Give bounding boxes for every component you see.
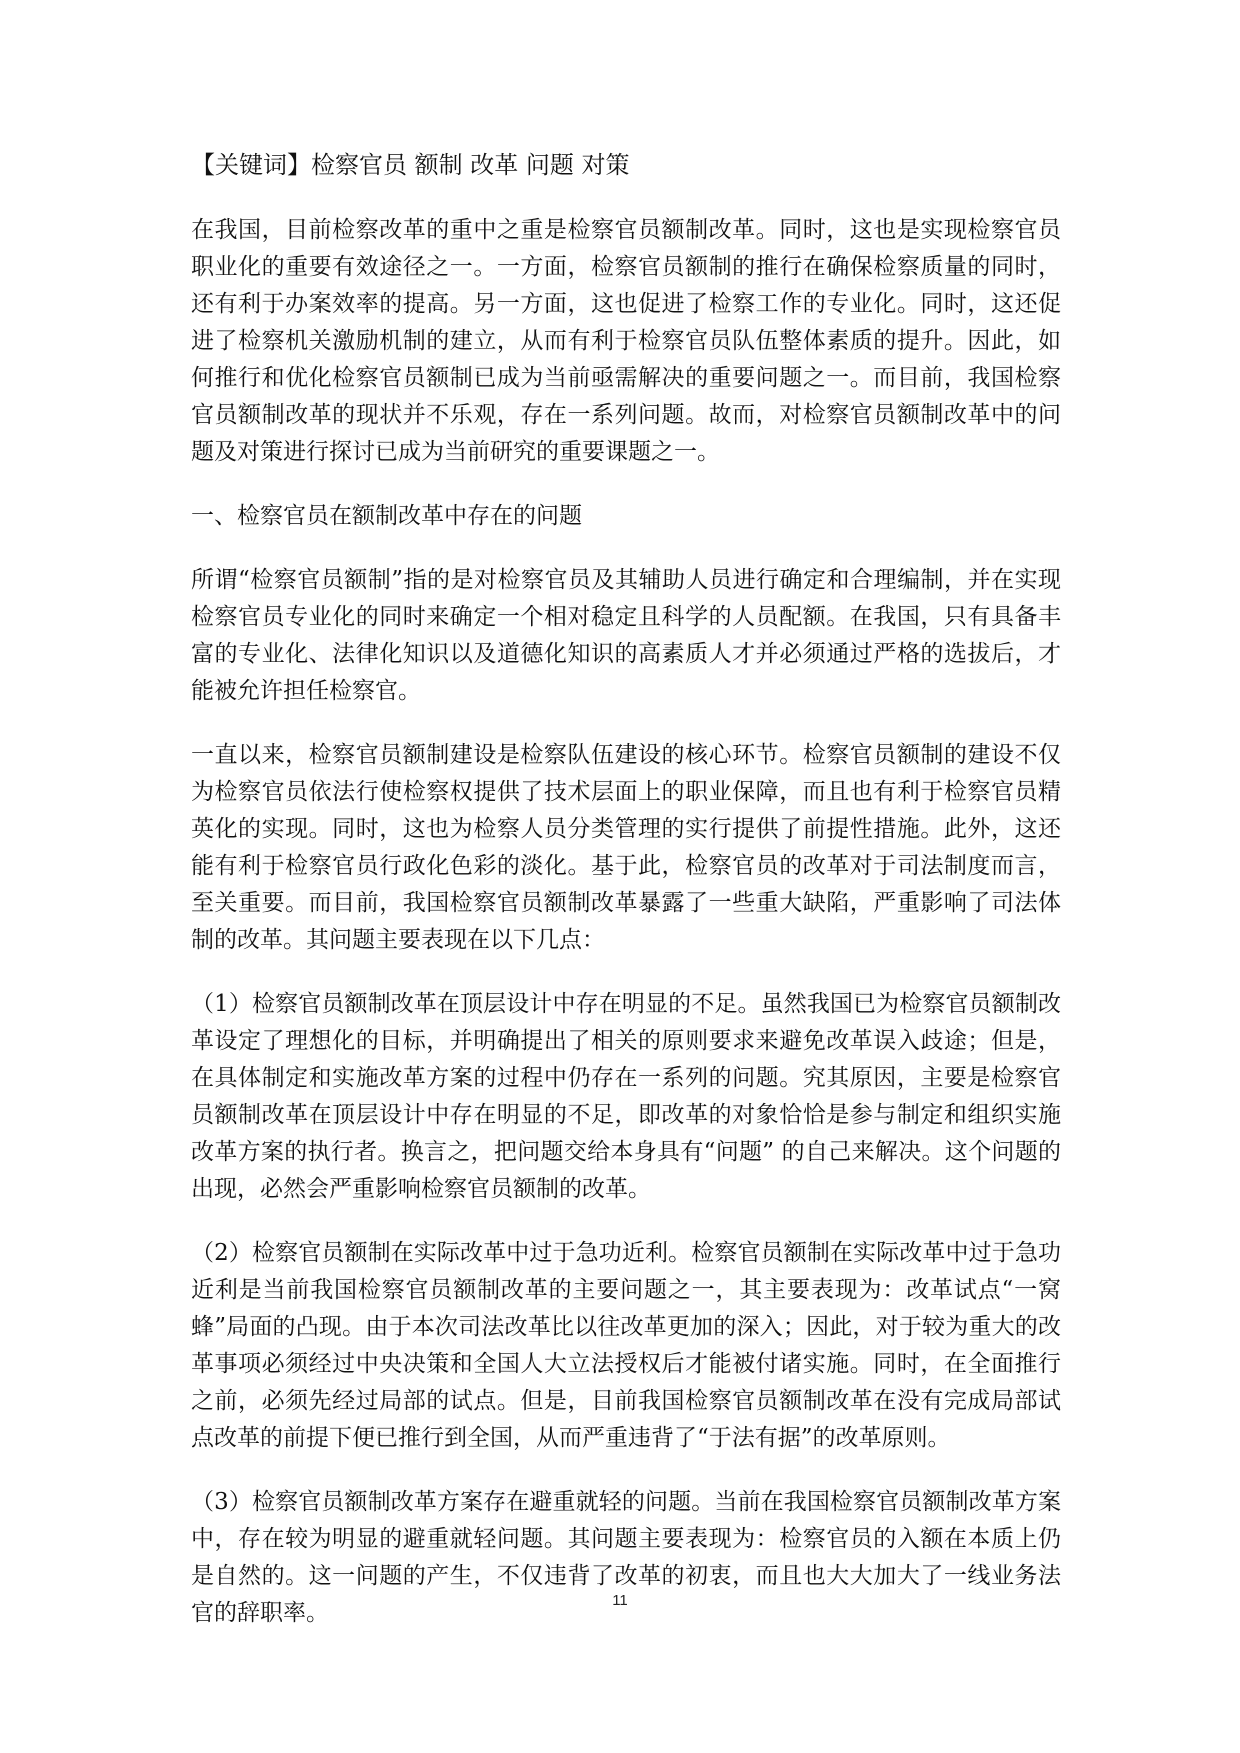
section-heading: 一、检察官员在额制改革中存在的问题 [191, 503, 582, 529]
problem-3-paragraph: （3）检察官员额制改革方案存在避重就轻的问题。当前在我国检察官员额制改革方案中，存在较为明显的避重就轻问题。其问题主要表现为：检察官员的入额在本质上仍是自然的。这一问题的产生，不仅违背了改革的初衷，而且也大大加大了一线业务法官的辞职率。 [191, 1489, 1061, 1626]
problem-1-paragraph: （1）检察官员额制改革在顶层设计中存在明显的不足。虽然我国已为检察官员额制改革设定了理想化的目标，并明确提出了相关的原则要求来避免改革误入歧途；但是，在具体制定和实施改革方案的过程中仍存在一系列的问题。究其原因，主要是检察官员额制改革在顶层设计中存在明显的不足，即改革的对象恰恰是参与制定和组织实施改革方案的执行者。换言之，把问题交给本身具有“问题” 的自己来解决。这个问题的出现，必然会严重影响检察官员额制的改革。 [191, 991, 1061, 1202]
intro-paragraph: 在我国，目前检察改革的重中之重是检察官员额制改革。同时，这也是实现检察官员职业化的重要有效途径之一。一方面，检察官员额制的推行在确保检察质量的同时，还有利于办案效率的提高。另一方面，这也促进了检察工作的专业化。同时，这还促进了检察机关激励机制的建立，从而有利于检察官员队伍整体素质的提升。因此，如何推行和优化检察官员额制已成为当前亟需解决的重要问题之一。而目前，我国检察官员额制改革的现状并不乐观，存在一系列问题。故而，对检察官员额制改革中的问题及对策进行探讨已成为当前研究的重要课题之一。 [191, 217, 1061, 465]
problem-2-paragraph: （2）检察官员额制在实际改革中过于急功近利。检察官员额制在实际改革中过于急功近利是当前我国检察官员额制改革的主要问题之一，其主要表现为：改革试点“一窝蜂”局面的凸现。由于本次司法改革比以往改革更加的深入；因此，对于较为重大的改革事项必须经过中央决策和全国人大立法授权后才能被付诸实施。同时，在全面推行之前，必须先经过局部的试点。但是，目前我国检察官员额制改革在没有完成局部试点改革的前提下便已推行到全国，从而严重违背了“于法有据”的改革原则。 [191, 1240, 1061, 1451]
page-number: 11 [612, 1592, 628, 1609]
document-page [191, 146, 1061, 1659]
keywords-line: 【关键词】检察官员 额制 改革 问题 对策 [191, 151, 630, 179]
background-paragraph: 一直以来，检察官员额制建设是检察队伍建设的核心环节。检察官员额制的建设不仅为检察官员依法行使检察权提供了技术层面上的职业保障，而且也有利于检察官员精英化的实现。同时，这也为检察人员分类管理的实行提供了前提性措施。此外，这还能有利于检察官员行政化色彩的淡化。基于此，检察官员的改革对于司法制度而言，至关重要。而目前，我国检察官员额制改革暴露了一些重大缺陷，严重影响了司法体制的改革。其问题主要表现在以下几点： [191, 742, 1061, 953]
definition-paragraph: 所谓“检察官员额制”指的是对检察官员及其辅助人员进行确定和合理编制，并在实现检察官员专业化的同时来确定一个相对稳定且科学的人员配额。在我国，只有具备丰富的专业化、法律化知识以及道德化知识的高素质人才并必须通过严格的选拔后，才能被允许担任检察官。 [191, 567, 1061, 704]
